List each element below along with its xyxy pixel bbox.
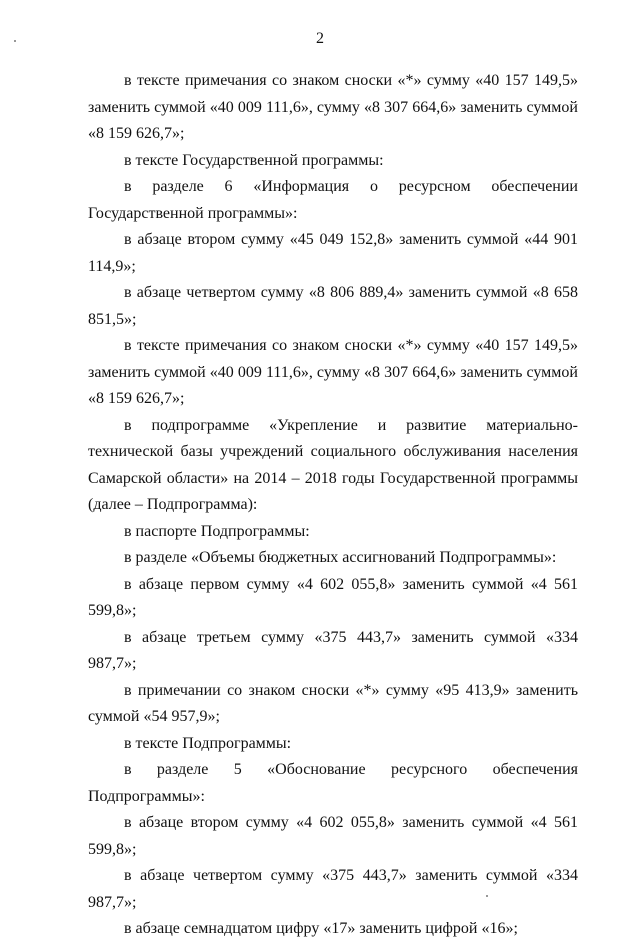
paragraph: в абзаце третьем сумму «375 443,7» заменить суммой «334 987,7»; xyxy=(88,628,578,672)
paragraph: в абзаце четвертом сумму «8 806 889,4» заменить суммой «8 658 851,5»; xyxy=(88,284,578,328)
page-number: 2 xyxy=(316,30,324,47)
paragraph: в разделе 6 «Информация о ресурсном обеспечении Государственной программы»: xyxy=(88,178,578,222)
paragraph: в абзаце семнадцатом цифру «17» заменить цифрой «16»; xyxy=(124,920,518,937)
paragraph: в абзаце четвертом сумму «375 443,7» заменить суммой «334 987,7»; xyxy=(88,867,578,911)
paragraph: в разделе 5 «Обоснование ресурсного обеспечения Подпрограммы»: xyxy=(88,761,578,805)
paragraph: в примечании со знаком сноски «*» сумму «95 413,9» заменить суммой «54 957,9»; xyxy=(88,681,578,725)
paragraph: в паспорте Подпрограммы: xyxy=(124,522,310,540)
paragraph: в абзаце втором сумму «4 602 055,8» заменить суммой «4 561 599,8»; xyxy=(88,814,578,858)
paragraph: в разделе «Объемы бюджетных ассигнований Подпрограммы»: xyxy=(124,549,557,566)
paragraph: в тексте примечания со знаком сноски «*» сумму «40 157 149,5» заменить суммой «40 009 111,6», сумму «8 307 664,6» заменить суммой «8 159 626,7»; xyxy=(88,72,578,142)
paragraph: в подпрограмме «Укрепление и развитие материально-технической базы учреждений социального обслуживания населения Самарской области» на 2014 – 2018 годы Государственной программы (далее – Подпрограмма): xyxy=(88,416,578,513)
document-body xyxy=(88,68,578,943)
paragraph: в тексте примечания со знаком сноски «*» сумму «40 157 149,5» заменить суммой «40 009 111,6», сумму «8 307 664,6» заменить суммой «8 159 626,7»; xyxy=(88,337,578,407)
paragraph: в абзаце первом сумму «4 602 055,8» заменить суммой «4 561 599,8»; xyxy=(88,575,578,619)
paragraph: в тексте Государственной программы: xyxy=(124,151,384,169)
paragraph: в тексте Подпрограммы: xyxy=(124,734,292,752)
paragraph: в абзаце втором сумму «45 049 152,8» заменить суммой «44 901 114,9»; xyxy=(88,231,578,275)
scan-speck xyxy=(14,40,16,42)
